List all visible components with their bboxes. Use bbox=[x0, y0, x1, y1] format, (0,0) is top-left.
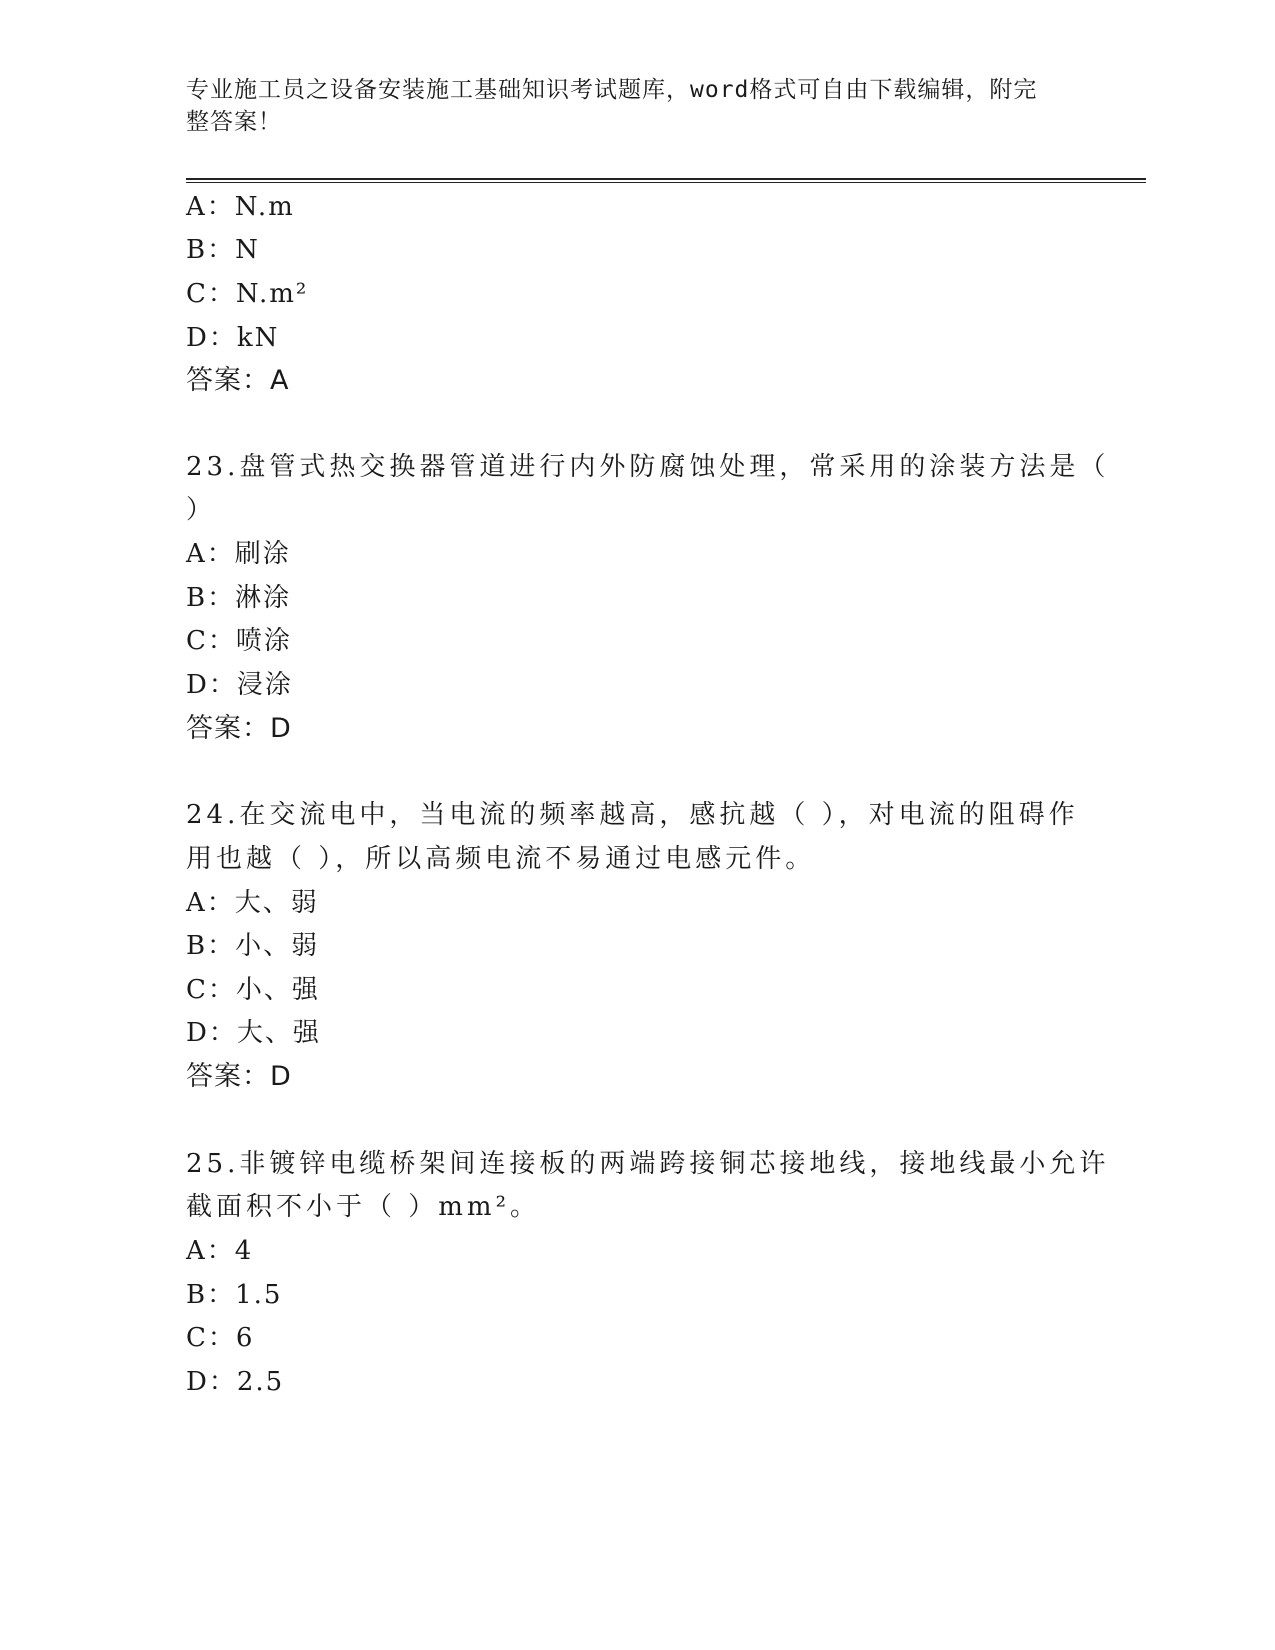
q23-option-d: D：浸涂 bbox=[186, 670, 293, 700]
q25-option-c: C：6 bbox=[186, 1323, 255, 1353]
q22-option-c: C：N.m² bbox=[186, 279, 309, 309]
document-page bbox=[186, 0, 1146, 1650]
q22-option-b: B：N bbox=[186, 235, 260, 265]
q24-text-line-1: 24.在交流电中，当电流的频率越高，感抗越（ ），对电流的阻碍作 bbox=[186, 800, 1079, 830]
q24-option-a: A：大、弱 bbox=[186, 888, 319, 918]
q22-option-a: A：N.m bbox=[186, 192, 295, 222]
q24-option-c: C：小、强 bbox=[186, 975, 320, 1005]
q23-option-c: C：喷涂 bbox=[186, 626, 292, 656]
q25-option-a: A：4 bbox=[186, 1236, 254, 1266]
q24-text-line-2: 用也越（ ），所以高频电流不易通过电感元件。 bbox=[186, 844, 816, 874]
q24-option-d: D：大、强 bbox=[186, 1018, 321, 1048]
header-line-2: 整答案！ bbox=[186, 109, 282, 135]
q23-text-line-2: ） bbox=[186, 495, 217, 525]
q25-text-line-2: 截面积不小于（ ）mm²。 bbox=[186, 1192, 540, 1222]
document-header bbox=[186, 74, 1066, 138]
header-divider bbox=[186, 178, 1146, 183]
q24-answer: 答案：D bbox=[186, 1061, 292, 1092]
q23-text-line-1: 23.盘管式热交换器管道进行内外防腐蚀处理，常采用的涂装方法是（ bbox=[186, 452, 1110, 482]
q24-option-b: B：小、弱 bbox=[186, 931, 320, 961]
q23-answer: 答案：D bbox=[186, 713, 292, 744]
q25-option-d: D：2.5 bbox=[186, 1367, 285, 1397]
q25-text-line-1: 25.非镀锌电缆桥架间连接板的两端跨接铜芯接地线，接地线最小允许 bbox=[186, 1149, 1110, 1179]
header-line-1: 专业施工员之设备安装施工基础知识考试题库，word格式可自由下载编辑，附完 bbox=[186, 77, 1038, 103]
q22-answer: 答案：A bbox=[186, 365, 290, 396]
q25-option-b: B：1.5 bbox=[186, 1280, 283, 1310]
q23-option-a: A：刷涂 bbox=[186, 539, 291, 569]
q23-option-b: B：淋涂 bbox=[186, 583, 292, 613]
q22-option-d: D：kN bbox=[186, 323, 280, 353]
